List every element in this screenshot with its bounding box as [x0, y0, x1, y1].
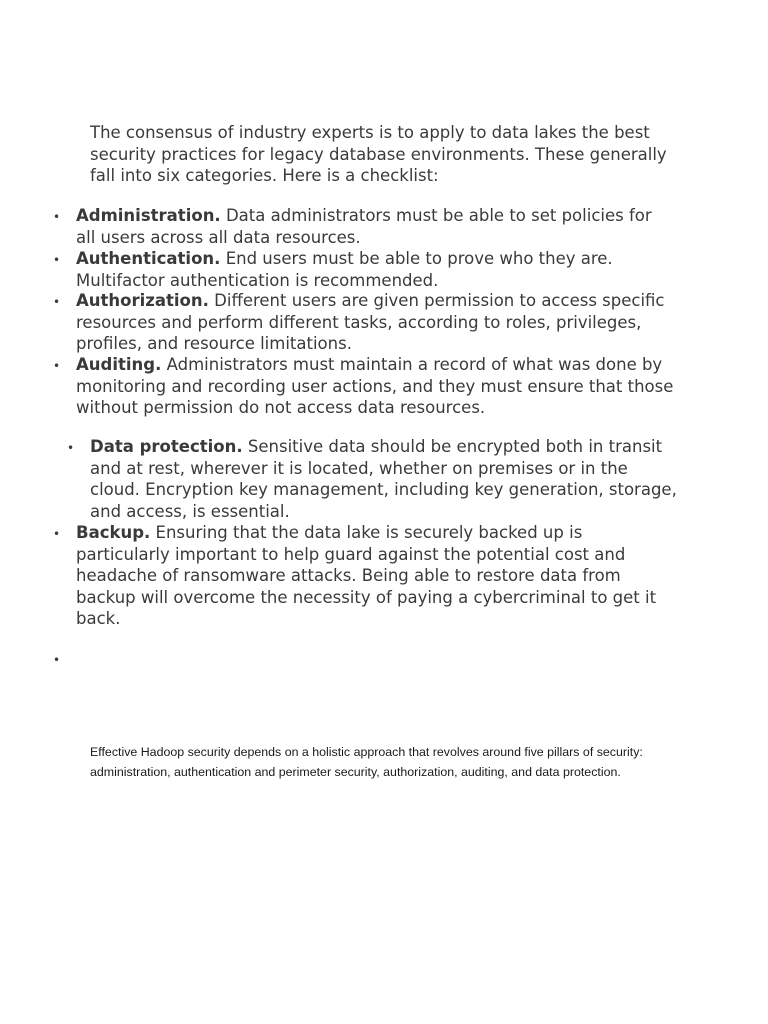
item-text: Ensuring that the data lake is securely backed up is particularly important to help guard against the potential cost and headache of ransomware attacks. Being able to restore data from backup will overcome the necessity of paying a cybercriminal to get it back.: [76, 523, 657, 628]
figure-caption: Effective Hadoop security depends on a holistic approach that revolves around five pillars of security: administration, authentication and perimeter security, authorization, auditing, and data protection.: [90, 745, 643, 779]
bullet-icon: •: [67, 441, 75, 455]
list-item-auditing: [53, 354, 676, 419]
item-term: Administration.: [76, 206, 221, 225]
item-term: Authentication.: [76, 249, 221, 268]
bullet-icon: •: [53, 653, 61, 667]
item-text: Administrators must maintain a record of what was done by monitoring and recording user actions, and they must ensure that those without permission do not access data resources.: [76, 355, 674, 417]
bullet-icon: •: [53, 253, 61, 267]
intro-paragraph: The consensus of industry experts is to apply to data lakes the best security practices for legacy database environments. These generally fall into six categories. Here is a checklist:: [90, 123, 667, 185]
list-item-data-protection: [67, 436, 680, 522]
list-item-administration: [53, 205, 676, 248]
bullet-icon: •: [53, 210, 61, 224]
item-term: Backup.: [76, 523, 151, 542]
list-item-authorization: [53, 290, 676, 355]
bullet-icon: •: [53, 527, 61, 541]
item-term: Authorization.: [76, 291, 209, 310]
bullet-icon: •: [53, 295, 61, 309]
list-item-empty: [53, 648, 676, 670]
item-text: Data administrators must be able to set policies for all users across all data resources.: [76, 206, 652, 247]
item-term: Auditing.: [76, 355, 162, 374]
item-term: Data protection.: [90, 437, 243, 456]
item-text: End users must be able to prove who they are. Multifactor authentication is recommended.: [76, 249, 613, 290]
item-text: Sensitive data should be encrypted both in transit and at rest, wherever it is located, whether on premises or in the cloud. Encryption key management, including key generation, storage, and access, is essential.: [90, 437, 677, 521]
list-item-backup: [53, 522, 676, 630]
bullet-icon: •: [53, 359, 61, 373]
item-text: Different users are given permission to access specific resources and perform different tasks, according to roles, privileges, profiles, and resource limitations.: [76, 291, 665, 353]
list-item-authentication: [53, 248, 676, 291]
